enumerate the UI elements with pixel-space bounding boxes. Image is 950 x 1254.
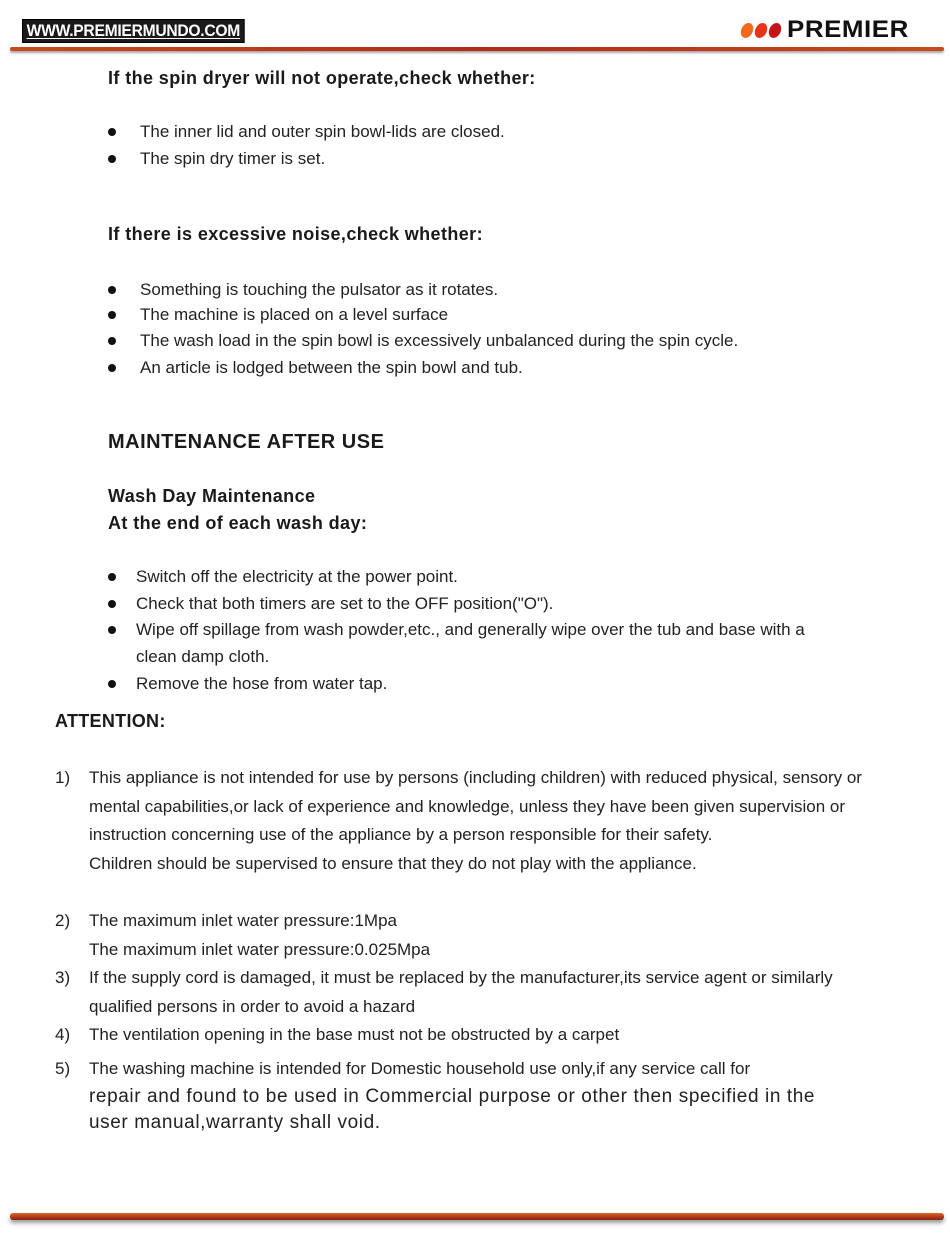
item-number: 5) <box>55 1059 71 1078</box>
bullet-icon <box>108 128 116 136</box>
list-item-text: Switch off the electricity at the power point. <box>136 567 458 586</box>
list-item <box>108 616 838 670</box>
item-number: 4) <box>55 1025 71 1044</box>
bullet-icon <box>108 573 116 581</box>
logo-dot-2 <box>753 23 768 38</box>
list-item <box>108 118 868 145</box>
list-item-text: An article is lodged between the spin bowl and tub. <box>140 358 523 377</box>
list-item-text: Remove the hose from water tap. <box>136 674 388 693</box>
numbered-item <box>55 1021 875 1050</box>
footer-divider <box>10 1213 944 1220</box>
list-item-text: The spin dry timer is set. <box>140 149 326 168</box>
item-extra-text: repair and found to be used in Commercial purpose or other then specified in the user manual,warranty shall void. <box>89 1085 816 1133</box>
logo-dot-1 <box>739 23 754 38</box>
list-item-text: The machine is placed on a level surface <box>140 305 449 324</box>
list-item-text: Something is touching the pulsator as it rotates. <box>140 280 499 299</box>
numbered-item <box>55 1055 875 1136</box>
item-number: 3) <box>55 968 71 987</box>
list-item-text: The wash load in the spin bowl is excessively unbalanced during the spin cycle. <box>140 331 739 350</box>
list-item-text: Check that both timers are set to the OFF position("O"). <box>136 594 554 613</box>
numbered-item <box>55 764 875 878</box>
numbered-item <box>55 907 875 964</box>
list-item <box>108 563 868 590</box>
list-item <box>108 590 868 617</box>
item-text: If the supply cord is damaged, it must be replaced by the manufacturer,its service agent or similarly qualified persons in order to avoid a hazard <box>89 968 833 1016</box>
premier-logo <box>741 16 909 44</box>
bullet-icon <box>108 311 116 319</box>
list-item <box>108 145 868 172</box>
noise-heading: If there is excessive noise,check whether: <box>108 224 483 244</box>
bullet-icon <box>108 364 116 372</box>
wash-day-heading: Wash Day Maintenance <box>108 486 316 506</box>
logo-dot-3 <box>767 23 782 38</box>
spin-dryer-heading: If the spin dryer will not operate,check whether: <box>108 68 536 88</box>
item-text: The washing machine is intended for Domestic household use only,if any service call for <box>89 1059 751 1078</box>
item-extra-text: Children should be supervised to ensure that they do not play with the appliance. <box>89 853 697 873</box>
item-text: The maximum inlet water pressure:1Mpa <box>89 911 398 930</box>
site-url-link[interactable]: WWW.PREMIERMUNDO.COM <box>22 19 245 43</box>
list-item <box>108 301 868 328</box>
list-item-text: The inner lid and outer spin bowl-lids are closed. <box>140 122 505 141</box>
brand-name: PREMIER <box>787 16 909 43</box>
bullet-icon <box>108 155 116 163</box>
logo-dots-icon <box>741 23 783 38</box>
bullet-icon <box>108 626 116 634</box>
list-item <box>108 276 868 303</box>
item-extra-text: The maximum inlet water pressure:0.025Mpa <box>89 939 431 959</box>
list-item <box>108 670 868 697</box>
attention-heading: ATTENTION: <box>55 711 166 731</box>
item-number: 2) <box>55 911 71 930</box>
maintenance-heading: MAINTENANCE AFTER USE <box>108 431 385 453</box>
bullet-icon <box>108 286 116 294</box>
header-divider <box>10 47 944 51</box>
bullet-icon <box>108 337 116 345</box>
list-item <box>108 327 868 354</box>
list-item-text: Wipe off spillage from wash powder,etc., and generally wipe over the tub and base with a clean damp cloth. <box>136 620 805 666</box>
item-text: This appliance is not intended for use by persons (including children) with reduced physical, sensory or mental capabilities,or lack of experience and knowledge, unless they have been given supervision or instruction concerning use of the appliance by a person responsible for their safety. <box>89 768 862 844</box>
page-header <box>0 0 950 56</box>
bullet-icon <box>108 600 116 608</box>
item-number: 1) <box>55 768 71 787</box>
numbered-item <box>55 964 875 1021</box>
bullet-icon <box>108 680 116 688</box>
wash-day-subheading: At the end of each wash day: <box>108 513 368 533</box>
list-item <box>108 354 868 381</box>
item-text: The ventilation opening in the base must not be obstructed by a carpet <box>89 1025 620 1044</box>
